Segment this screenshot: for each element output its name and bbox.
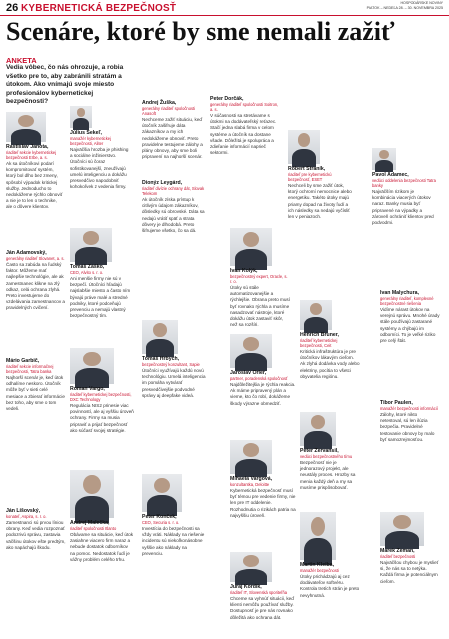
respondent-role: manažér bezpečnosti bbox=[300, 568, 339, 573]
respondent-name: Róbert Straník, bbox=[288, 166, 326, 172]
respondent-name: Július Sekeľ, bbox=[70, 130, 102, 136]
article-title: Scenáre, ktoré by sme nemali zažiť bbox=[6, 17, 395, 46]
respondent-role: generálny riaditeľ Slovanet, a. s. bbox=[6, 256, 65, 261]
respondent-card bbox=[230, 370, 296, 407]
respondent-photo bbox=[380, 512, 424, 546]
respondent-card bbox=[372, 172, 438, 226]
paper-masthead bbox=[367, 1, 443, 11]
respondent-answer: Obávame sa situácie, keď útok zasiahne viacero firm naraz a nebude dostatok odborníkov na pomoc. Nedostatok ľudí je vážny problém celého trhu. bbox=[70, 532, 134, 562]
respondent-role: partner, poradenská spoločnosť bbox=[230, 376, 288, 381]
respondent-role: manažér kybernetickej bezpečnosti, Aliter bbox=[70, 136, 111, 146]
respondent-card bbox=[300, 562, 360, 599]
respondent-card bbox=[6, 144, 64, 209]
respondent-role: generálny riaditeľ spoločnosti Soitron, a. s. bbox=[210, 102, 279, 112]
respondent-card bbox=[142, 356, 206, 399]
respondent-card bbox=[300, 448, 360, 491]
respondent-name: Peter Konček, bbox=[142, 514, 177, 520]
respondent-photo bbox=[230, 440, 272, 474]
section-title: KYBERNETICKÁ BEZPEČNOSŤ bbox=[21, 3, 177, 14]
respondent-card bbox=[210, 96, 280, 156]
respondent-name: Henrich Bruner, bbox=[300, 332, 339, 338]
respondent-card bbox=[230, 584, 296, 621]
respondent-name: Marek Zeman, bbox=[380, 548, 415, 554]
respondent-name: Martin Kleiba, bbox=[300, 562, 335, 568]
respondent-photo bbox=[300, 300, 332, 330]
respondent-name: Tomáš Záško, bbox=[70, 264, 105, 270]
respondent-name: Dionýz Leygárd, bbox=[142, 180, 183, 186]
issue-date: PIATOK – NEDEĽA 28. – 30. NOVEMBRA 2025 bbox=[366, 6, 443, 10]
respondent-photo bbox=[288, 130, 320, 164]
respondent-answer: Vidíme nárast útokov na verejnú správu. Mnohé úrady stále používajú zastarané systémy a chýbajú im odborníci. To je veľké riziko pre celý štát. bbox=[380, 307, 440, 344]
respondent-answer: Zamestnanci sú prvou líniou obrany. Keď vedia rozpoznať podozrivú správu, zastavia väčšinu útokov ešte predtým, ako napáchajú škodu. bbox=[6, 520, 66, 550]
respondent-photo bbox=[230, 334, 272, 368]
respondent-answer: Ak sa útočníkovi podarí kompromitovať systém, ktorý bol dlho bez zmeny, spôsobí výpadok kritickej služby. Jednoducho to nedokážeme rýchlo obnoviť a nie je to len o technike, ale o dôvere klientov. bbox=[6, 161, 63, 210]
respondent-role: riaditeľ sekcie informačnej bezpečnosti, Tatra banka bbox=[6, 364, 54, 374]
respondent-role: riaditeľ pre kybernetickú bezpečnosť, ESET bbox=[288, 172, 332, 182]
respondent-card bbox=[6, 358, 66, 412]
respondent-photo bbox=[142, 474, 182, 512]
respondent-role: riaditeľ spoločnosti Itlanto bbox=[70, 526, 117, 531]
respondent-photo bbox=[230, 552, 272, 582]
respondent-card bbox=[70, 520, 134, 563]
respondent-role: bezpečnostný expert, Oracle, s. r. o. bbox=[230, 274, 288, 284]
respondent-answer: Zálohy, ktoré nikto netestoval, sú len ilúzia bezpečia. Pravidelné testovanie obnovy by malo byť samozrejmosťou. bbox=[380, 412, 435, 442]
respondent-card bbox=[288, 166, 354, 220]
respondent-answer: Kritická infraštruktúra je pre útočníkov lákavým cieľom. Ak zlyhá dodávka vody alebo elektriny, pocítia to všetci obyvatelia regiónu. bbox=[300, 349, 360, 379]
respondent-name: Roman Vargo, bbox=[70, 386, 105, 392]
paper-name: HOSPODÁRSKE NOVINY bbox=[400, 1, 443, 5]
respondent-name: Peter Zervansil, bbox=[300, 448, 339, 454]
respondent-answer: Nechceme zažiť situáciu, keď útočník zašifruje dáta zákazníkov a my ich nedokážeme obnoviť. Preto pravidelne testujeme zálohy a plány obnovy, aby sme boli pripravení na najhorší scenár. bbox=[142, 117, 203, 160]
respondent-answer: Nechceli by sme zažiť útok, ktorý ochromí nemocnice alebo energetiku. Takéto útoky majú priamy dopad na životy ľudí a ich následky sa nedajú vyčísliť len v peniazoch. bbox=[288, 183, 352, 220]
respondent-answer: Najväčšou chybou je myslieť si, že nás sa to netýka. Každá firma je potenciálnym cieľom. bbox=[380, 560, 439, 584]
article-lead: Vedia vôbec, čo nás ohrozuje, a robia všetko pre to, aby zabránili stratám a útokom. Ako vnímajú svoje miesto profesionálov kybernetickej bezpečnosti? bbox=[6, 64, 124, 106]
respondent-photo bbox=[70, 348, 114, 384]
respondent-role: bezpečnostný konzultant, Sapie bbox=[142, 362, 200, 367]
respondent-role: riaditeľ divízie ochrany dát, Slovak Telekom bbox=[142, 186, 205, 196]
respondent-photo bbox=[300, 512, 336, 560]
respondent-name: Andrej Malečka, bbox=[70, 520, 110, 526]
respondent-card bbox=[70, 386, 134, 434]
respondent-photo bbox=[142, 320, 178, 354]
respondent-answer: Bezpečnosť nie je jednorazový projekt, ale neustály proces. Hrozby sa menia každý deň a my sa musíme prispôsobovať. bbox=[300, 460, 356, 490]
respondent-name: Peter Dorčák, bbox=[210, 96, 244, 102]
respondent-photo bbox=[70, 228, 112, 262]
respondent-role: konateľ, Aspira, s. r. o. bbox=[6, 514, 47, 519]
respondent-name: Ján Adamovský, bbox=[6, 250, 47, 256]
respondent-card bbox=[380, 548, 440, 585]
respondent-answer: Ak útočník získa prístup k citlivým údajom zákazníkov, dôsledky sú obrovské. Dáta sa nedajú vrátiť späť a strata dôvery je dlhodobá. Preto šifrujeme všetko, čo sa dá. bbox=[142, 197, 205, 234]
respondent-answer: Najhorší scenár je, keď útok odhalíme neskoro. Útočník môže byť v sieti celé mesiace a zbierať informácie bez toho, aby sme o tom vedeli. bbox=[6, 375, 65, 412]
respondent-answer: Útočníci využívajú každú novú technológiu. Umelá inteligencia im pomáha vytvárať presvedčivejšie podvodné správy aj deepfake videá. bbox=[142, 368, 206, 398]
respondent-answer: Často sa zabúda na ľudský faktor. Môžeme mať najlepšie technológie, ale ak zamestnanec klikne na zlý odkaz, celá ochrana zlyhá. Preto investujeme do vzdelávania zamestnancov a pravidelných cvičení. bbox=[6, 262, 65, 311]
respondent-card bbox=[230, 268, 290, 328]
respondent-role: generálny riaditeľ, komplexné bezpečnostné riešenia bbox=[380, 296, 434, 306]
respondent-name: Mário Garbič, bbox=[6, 358, 40, 364]
respondent-answer: Investícia do bezpečnosti sa vždy vráti. Náklady na riešenie incidentu sú niekoľkonásobne vyššie ako náklady na prevenciu. bbox=[142, 526, 205, 556]
respondent-name: Juraj Kordik, bbox=[230, 584, 262, 590]
respondent-answer: Regulácia NIS2 prinesie viac povinností, ale aj vyššiu úroveň ochrany. Firmy sa musia pripraviť a prijať bezpečnosť ako súčasť svojej stratégie. bbox=[70, 403, 134, 433]
respondent-photo bbox=[300, 412, 336, 446]
respondent-role: manažér bezpečnosti informácií bbox=[380, 406, 438, 411]
page-header bbox=[0, 0, 449, 16]
respondent-answer: Útoky sú stále automatizovanejšie a rýchlejšie. Obrana preto musí byť rovnako rýchla a musíme nasadzovať nástroje, ktoré dokážu útok zastaviť skôr, než sa rozšíri. bbox=[230, 285, 290, 328]
respondent-card bbox=[70, 264, 134, 319]
respondent-card bbox=[380, 290, 440, 344]
respondent-card bbox=[230, 476, 296, 519]
respondent-name: Pavol Adamec, bbox=[372, 172, 409, 178]
respondent-answer: Najdôležitejšia je rýchla reakcia. Ak máme pripravený plán a vieme, kto čo robí, dokážeme škody výrazne obmedziť. bbox=[230, 382, 296, 406]
respondent-answer: Útoky prichádzajú aj cez dodávateľov softvéru. Kontrola tretích strán je preto nevyhnutná. bbox=[300, 574, 360, 598]
respondent-photo bbox=[372, 148, 396, 170]
respondent-answer: V súčasnosti sa stretávame s útokmi na dodávateľský reťazec. Stačí jedna slabá firma v celom systéme a útočník sa dostane všade. Dôležitá je spolupráca a zdieľanie informácií naprieč sektormi. bbox=[210, 113, 277, 156]
respondent-role: riaditeľ kybernetickej bezpečnosti, Ceit bbox=[300, 338, 338, 348]
respondent-role: konzultantka, Deloitte bbox=[230, 482, 270, 487]
respondent-photo bbox=[70, 470, 114, 518]
respondent-card bbox=[142, 180, 206, 234]
respondent-photo bbox=[70, 106, 92, 128]
respondent-photo bbox=[6, 112, 46, 142]
respondent-role: riaditeľ sekcie kybernetickej bezpečnosti Erbe, a. s. bbox=[6, 150, 57, 160]
respondent-name: Ivan Kolýk, bbox=[230, 268, 258, 274]
respondent-role: vedúci bezpečnostného tímu bbox=[300, 454, 353, 459]
page-number: 26 bbox=[6, 2, 19, 14]
respondent-name: Rastislav Janota, bbox=[6, 144, 49, 150]
respondent-role: vedúci oddelenia bezpečnosti Tatra banky bbox=[372, 178, 436, 188]
respondent-answer: Najväčším rizikom je kombinácia viacerých útokov naraz. Banky musia byť pripravené na výpadky a zároveň ochrániť klientov pred podvodmi. bbox=[372, 189, 434, 226]
respondent-role: riaditeľ kybernetickej bezpečnosti, DXC Technology bbox=[70, 392, 132, 402]
respondent-answer: Ani menšie firmy nie sú v bezpečí. Útočníci hľadajú najslabšie miesto a často ním bývajú práve malé a stredné podniky, ktoré podceňujú prevenciu a nemajú vlastný bezpečnostný tím. bbox=[70, 276, 131, 319]
respondent-card bbox=[6, 508, 66, 551]
respondent-role: CEO, Alvito s. r. o. bbox=[70, 270, 104, 275]
respondent-card bbox=[300, 332, 360, 380]
respondent-role: riaditeľ bezpečnosti bbox=[380, 554, 416, 559]
respondent-answer: Najväčšia hrozba je phishing a sociálne inžinierstvo. Útočníci sú čoraz sofistikovanejší, zneužívajú umelú inteligenciu a dokážu presvedčivo napodobniť kohokoľvek z vedenia firmy. bbox=[70, 147, 129, 190]
respondent-role: generálny riaditeľ spoločnosti Anasoft bbox=[142, 106, 196, 116]
respondent-role: riaditeľ IT, Slovenská sporiteľňa bbox=[230, 590, 287, 595]
respondent-name: Ján Líšovský, bbox=[6, 508, 41, 514]
respondent-name: Mihaela Vargová, bbox=[230, 476, 273, 482]
respondent-name: Andrej Žuška, bbox=[142, 100, 177, 106]
respondent-name: Tomáš Hrbych, bbox=[142, 356, 180, 362]
respondent-role: CEO, Securia s. r. o. bbox=[142, 520, 180, 525]
article-kicker: ANKETA bbox=[6, 56, 37, 65]
respondent-card bbox=[70, 130, 132, 190]
respondent-answer: Kybernetická bezpečnosť musí byť témou pre vedenie firmy, nie len pre IT oddelenie. Rozhodnutia o rizikách patria na najvyššiu úroveň. bbox=[230, 488, 296, 518]
respondent-card bbox=[380, 400, 440, 443]
respondent-card bbox=[142, 100, 206, 160]
respondent-name: Ivan Malychura, bbox=[380, 290, 419, 296]
respondent-card bbox=[6, 250, 66, 312]
respondent-answer: Chceme sa vyhnúť situácii, keď klienti nemôžu používať služby. Dostupnosť je pre nás rovnako dôležitá ako ochrana dát. bbox=[230, 596, 295, 620]
respondent-name: Tibor Paulen, bbox=[380, 400, 413, 406]
respondent-card bbox=[142, 514, 206, 557]
respondent-name: Jaroslav Orler, bbox=[230, 370, 267, 376]
respondent-photo bbox=[230, 228, 272, 266]
